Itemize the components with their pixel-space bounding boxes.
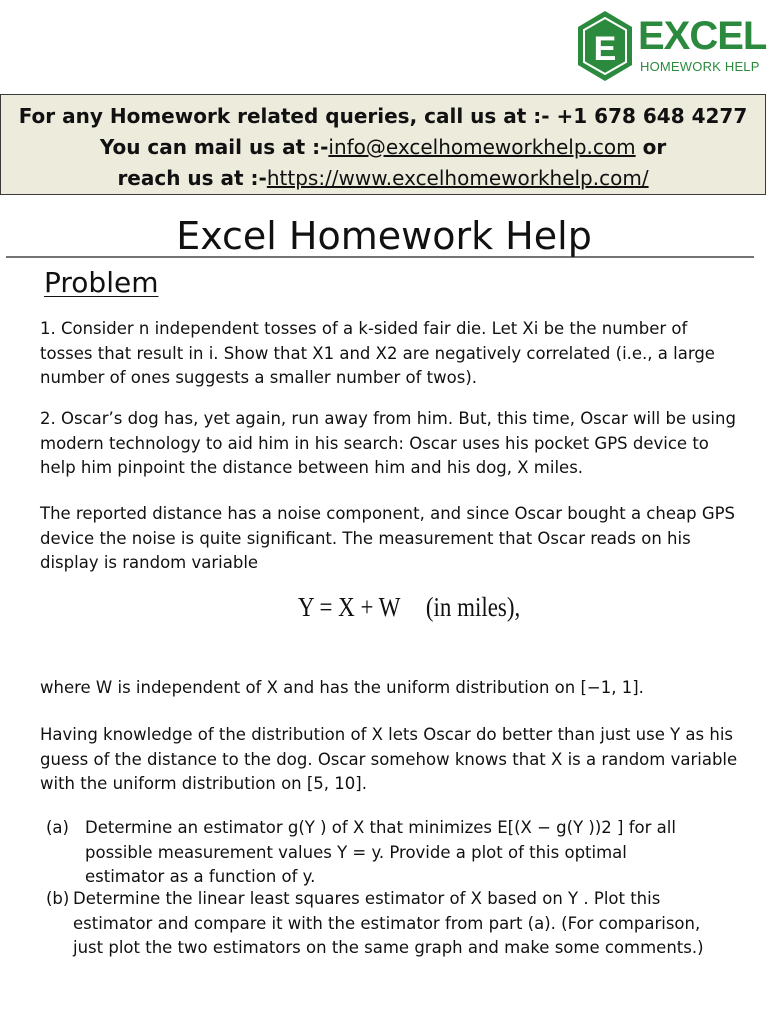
part-a-text: Determine an estimator g(Y ) of X that minimizes E[(X − g(Y ))2 ] for all possible measurement values Y = y. Provide a plot of this optimal estimator as a function of y. bbox=[85, 818, 676, 886]
email-link[interactable]: info@excelhomeworkhelp.com bbox=[328, 135, 636, 159]
part-b-marker: (b) bbox=[46, 889, 70, 908]
part-a-marker: (a) bbox=[46, 818, 69, 837]
equation-expression: Y = X + W bbox=[298, 592, 401, 622]
w-distribution-paragraph: where W is independent of X and has the uniform distribution on [−1, 1]. bbox=[40, 678, 644, 697]
title-divider bbox=[6, 256, 754, 258]
part-b bbox=[46, 887, 746, 962]
problem-2-text: 2. Oscar’s dog has, yet again, run away from him. But, this time, Oscar will be using modern technology to aid him in his search: Oscar uses his pocket GPS device to help him pinpoint the distance between him and his dog, X miles. bbox=[40, 409, 736, 477]
website-link[interactable]: https://www.excelhomeworkhelp.com/ bbox=[266, 166, 649, 190]
hexagon-logo-icon bbox=[576, 10, 634, 82]
logo-letter: E bbox=[593, 30, 617, 68]
email-line bbox=[1, 132, 765, 163]
measurement-equation bbox=[298, 590, 520, 624]
phone-line: For any Homework related queries, call us at :- +1 678 648 4277 bbox=[18, 104, 748, 128]
part-b-text: Determine the linear least squares estimator of X based on Y . Plot this estimator and compare it with the estimator from part (a). (For comparison, just plot the two estimators on the same graph and make some comments.) bbox=[73, 889, 704, 957]
email-suffix: or bbox=[635, 135, 667, 159]
part-a bbox=[46, 816, 746, 891]
website-prefix: reach us at :- bbox=[117, 166, 267, 190]
excel-homework-help-logo bbox=[576, 10, 767, 84]
website-line bbox=[1, 163, 765, 194]
email-prefix: You can mail us at :- bbox=[99, 135, 329, 159]
logo-brand-text: EXCEL bbox=[638, 14, 767, 58]
knowledge-paragraph: Having knowledge of the distribution of X lets Oscar do better than just use Y as his guess of the distance to the dog. Oscar somehow knows that X is a random variable with the uniform distribution on [5, 10]. bbox=[40, 725, 738, 793]
problem-heading: Problem bbox=[44, 266, 159, 299]
noise-paragraph: The reported distance has a noise component, and since Oscar bought a cheap GPS device the noise is quite significant. The measurement that Oscar reads on his display is random variable bbox=[40, 504, 736, 572]
page-title: Excel Homework Help bbox=[176, 214, 592, 258]
problem-1-text: 1. Consider n independent tosses of a k-sided fair die. Let Xi be the number of tosses that result in i. Show that X1 and X2 are negatively correlated (i.e., a large number of ones suggests a smaller number of twos). bbox=[40, 319, 715, 387]
contact-banner bbox=[0, 94, 766, 195]
logo-tagline: HOMEWORK HELP bbox=[640, 59, 760, 74]
equation-unit: (in miles), bbox=[425, 592, 521, 622]
